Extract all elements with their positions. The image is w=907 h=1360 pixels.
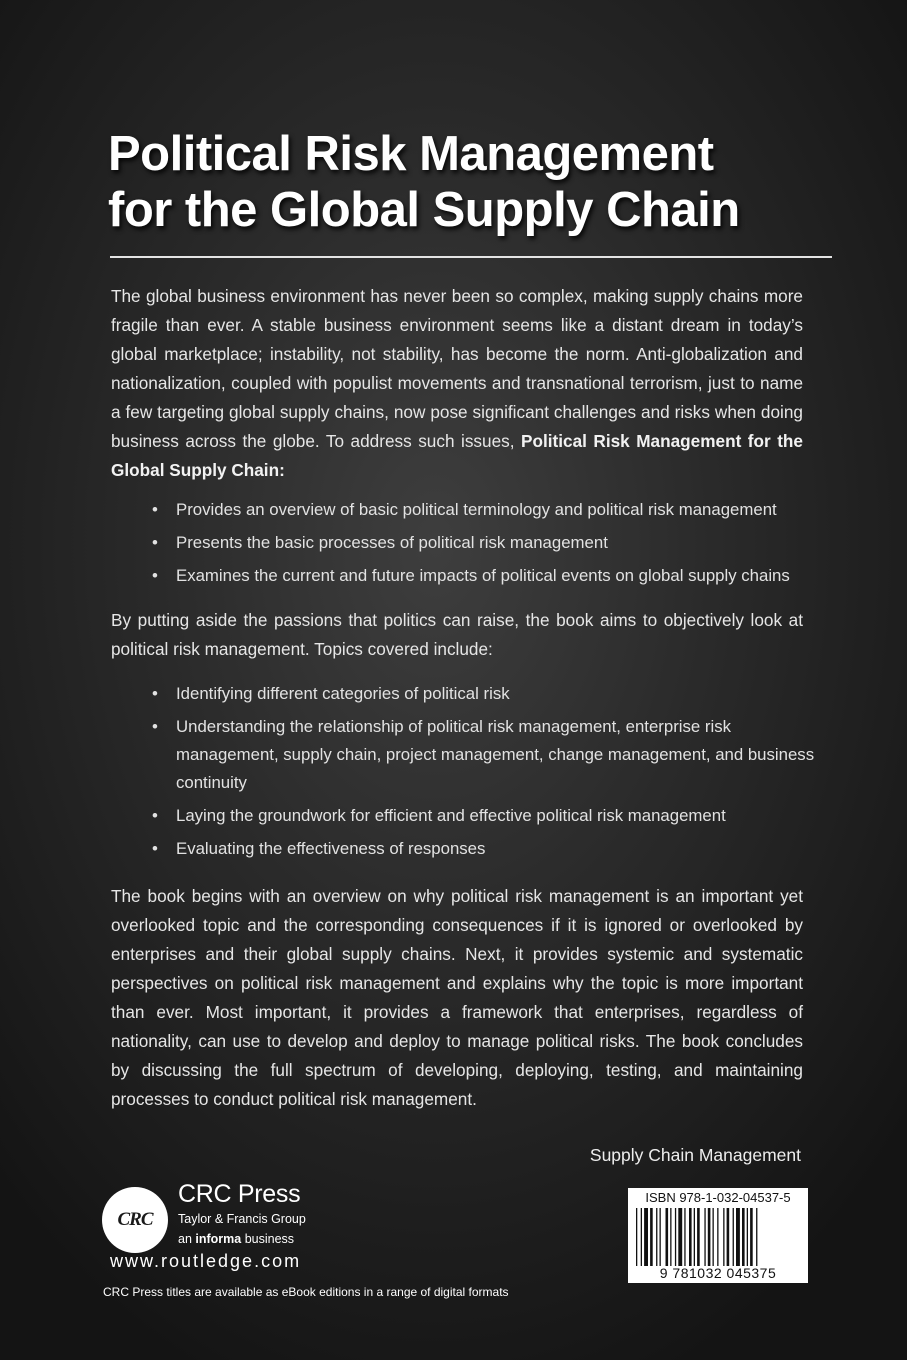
feature-item: • Provides an overview of basic political terminology and political risk management	[176, 496, 816, 524]
barcode-bar	[713, 1208, 714, 1266]
barcode-bar	[689, 1208, 692, 1266]
topic-item: • Understanding the relationship of political risk management, enterprise risk management, supply chain, project management, change management, and business continuity	[176, 713, 816, 797]
topic-item: • Laying the groundwork for efficient and effective political risk management	[176, 802, 816, 830]
ebook-note: CRC Press titles are available as eBook editions in a range of digital formats	[103, 1285, 509, 1299]
barcode-bar	[742, 1208, 745, 1266]
title-divider	[110, 256, 832, 258]
isbn-barcode	[628, 1188, 808, 1283]
title-line-1: Political Risk Management	[108, 127, 714, 181]
barcode-bar	[678, 1208, 682, 1266]
title-line-2: for the Global Supply Chain	[108, 183, 740, 237]
barcode-bar	[723, 1208, 724, 1266]
barcode-bar	[704, 1208, 705, 1266]
topic-item: • Evaluating the effectiveness of responses	[176, 835, 816, 863]
barcode-bar	[717, 1208, 718, 1266]
feature-item: • Examines the current and future impacts of political events on global supply chains	[176, 562, 816, 590]
isbn-label: ISBN 978-1-032-04537-5	[645, 1190, 791, 1205]
intro-paragraph	[111, 282, 803, 485]
barcode-bar	[670, 1208, 671, 1266]
subject-category: Supply Chain Management	[589, 1145, 801, 1165]
closing-paragraph: The book begins with an overview on why political risk management is an important yet overlooked topic and the corresponding consequences if it is ignored or overlooked by enterprises and their global supply chains. Next, it provides systemic and systematic perspectives on political risk management and explains why the topic is more important than ever. Most important, it provides a framework that enterprises, regardless of nationality, can use to develop and deploy to manage political risks. The book concludes by discussing the full spectrum of developing, deploying, testing, and maintaining processes to conduct political risk management.	[111, 886, 803, 1109]
topic-item: • Identifying different categories of political risk	[176, 680, 816, 708]
topics-intro-paragraph: By putting aside the passions that politics can raise, the book aims to objectively look at political risk management. Topics covered include:	[111, 610, 803, 659]
barcode-bar	[694, 1208, 695, 1266]
barcode-bars	[634, 1208, 802, 1266]
barcode-bar	[697, 1208, 700, 1266]
feature-list	[176, 496, 816, 595]
barcode-bar	[684, 1208, 685, 1266]
barcode-bar	[733, 1208, 734, 1266]
informa-line: an informa business	[178, 1232, 295, 1246]
barcode-bar	[756, 1208, 757, 1266]
barcode-bar	[656, 1208, 657, 1266]
barcode-bar	[644, 1208, 648, 1266]
barcode-bar	[708, 1208, 711, 1266]
publisher-group: Taylor & Francis Group	[178, 1212, 306, 1226]
intro-text: The global business environment has never been so complex, making supply chains more fragile than ever. A stable business environment seems like a distant dream in today’s global marketplace; instability, not stability, has become the norm. Anti-globalization and nationalization, coupled with populist movements and transnational terrorism, just to name a few targeting global supply chains, now pose significant challenges and risks when doing business across the globe. To address such issues,	[111, 286, 803, 451]
barcode-bar	[666, 1208, 669, 1266]
barcode-bar	[675, 1208, 676, 1266]
barcode-bar	[660, 1208, 661, 1266]
publisher-name: CRC Press	[178, 1180, 301, 1208]
book-title	[108, 126, 828, 238]
barcode-bar	[747, 1208, 748, 1266]
barcode-number: 9 781032 045375	[659, 1265, 777, 1281]
barcode-bar	[650, 1208, 653, 1266]
publisher-website[interactable]: www.routledge.com	[110, 1251, 302, 1271]
intro-bold-title: Political Risk Management for the Global Supply Chain:	[111, 431, 803, 480]
barcode-bar	[736, 1208, 740, 1266]
barcode-bar	[727, 1208, 730, 1266]
barcode-bar	[636, 1208, 637, 1266]
topic-list	[176, 680, 816, 868]
feature-item: • Presents the basic processes of political risk management	[176, 529, 816, 557]
barcode-bar	[750, 1208, 753, 1266]
crc-logo: CRC	[102, 1187, 168, 1253]
barcode-bar	[641, 1208, 642, 1266]
